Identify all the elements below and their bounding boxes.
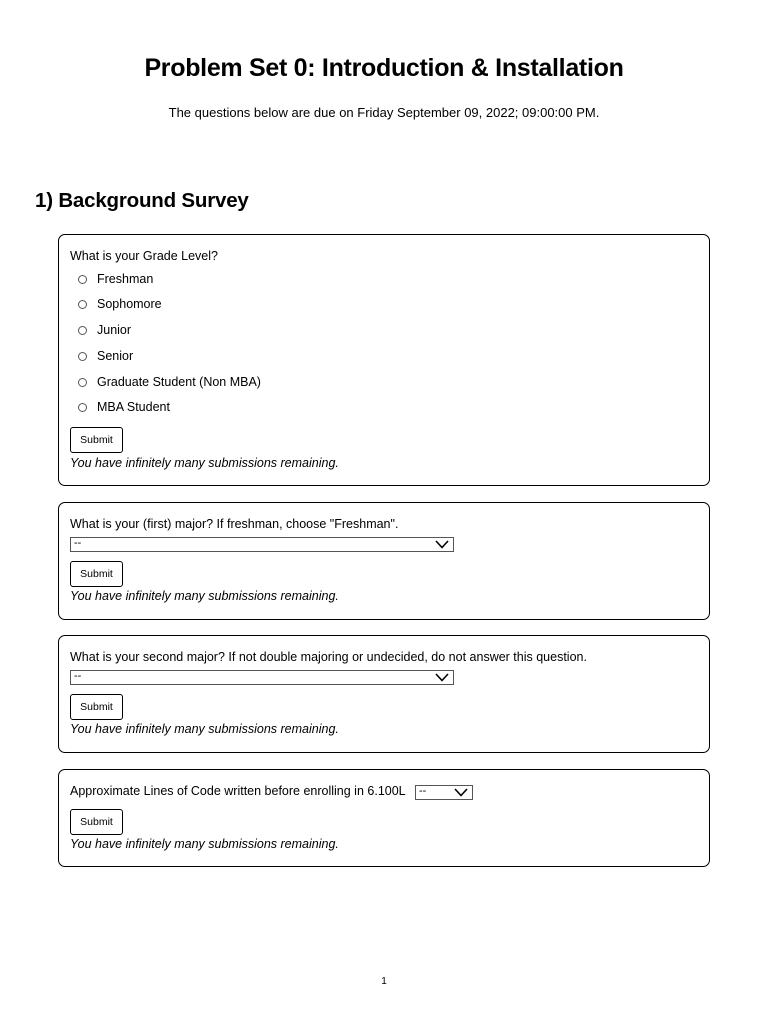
submit-button[interactable]: Submit: [70, 427, 123, 453]
radio-label: Sophomore: [97, 297, 162, 311]
question-prompt: What is your (first) major? If freshman, choose "Freshman".: [70, 517, 399, 531]
lines-of-code-select[interactable]: [415, 785, 473, 800]
select-value: --: [419, 785, 427, 797]
submit-button[interactable]: Submit: [70, 561, 123, 587]
question-prompt: Approximate Lines of Code written before enrolling in 6.100L: [70, 784, 406, 798]
radio-option-senior[interactable]: [78, 348, 133, 364]
question-prompt: What is your second major? If not double majoring or undecided, do not answer this question.: [70, 650, 587, 664]
submit-button[interactable]: Submit: [70, 694, 123, 720]
radio-label: Junior: [97, 323, 132, 337]
radio-label: Senior: [97, 349, 134, 363]
page-number: 1: [381, 976, 387, 987]
first-major-select[interactable]: [70, 537, 454, 552]
submissions-remaining-text: You have infinitely many submissions remaining.: [70, 589, 339, 603]
radio-button[interactable]: [78, 300, 87, 309]
radio-option-graduate-student[interactable]: [78, 374, 261, 390]
chevron-down-icon: [435, 540, 449, 549]
chevron-down-icon: [454, 788, 468, 797]
radio-option-freshman[interactable]: [78, 271, 153, 287]
radio-button[interactable]: [78, 275, 87, 284]
submissions-remaining-text: You have infinitely many submissions remaining.: [70, 837, 339, 851]
question-prompt: What is your Grade Level?: [70, 249, 218, 263]
radio-label: Graduate Student (Non MBA): [97, 375, 261, 389]
submissions-remaining-text: You have infinitely many submissions remaining.: [70, 456, 339, 470]
page-title: Problem Set 0: Introduction & Installation: [144, 54, 624, 82]
radio-button[interactable]: [78, 326, 87, 335]
radio-option-sophomore[interactable]: [78, 296, 162, 312]
section-heading: 1) Background Survey: [35, 189, 249, 212]
submissions-remaining-text: You have infinitely many submissions remaining.: [70, 722, 339, 736]
submit-button[interactable]: Submit: [70, 809, 123, 835]
select-value: --: [74, 670, 82, 682]
radio-label: MBA Student: [97, 400, 170, 414]
question-lines-of-code: [58, 769, 710, 867]
select-value: --: [74, 537, 82, 549]
radio-label: Freshman: [97, 272, 154, 286]
question-first-major: [58, 502, 710, 620]
due-date-notice: The questions below are due on Friday September 09, 2022; 09:00:00 PM.: [168, 105, 600, 120]
radio-button[interactable]: [78, 403, 87, 412]
second-major-select[interactable]: [70, 670, 454, 685]
question-second-major: [58, 635, 710, 753]
question-grade-level: [58, 234, 710, 486]
radio-option-mba-student[interactable]: [78, 399, 170, 415]
radio-option-junior[interactable]: [78, 322, 131, 338]
chevron-down-icon: [435, 673, 449, 682]
radio-button[interactable]: [78, 378, 87, 387]
radio-button[interactable]: [78, 352, 87, 361]
